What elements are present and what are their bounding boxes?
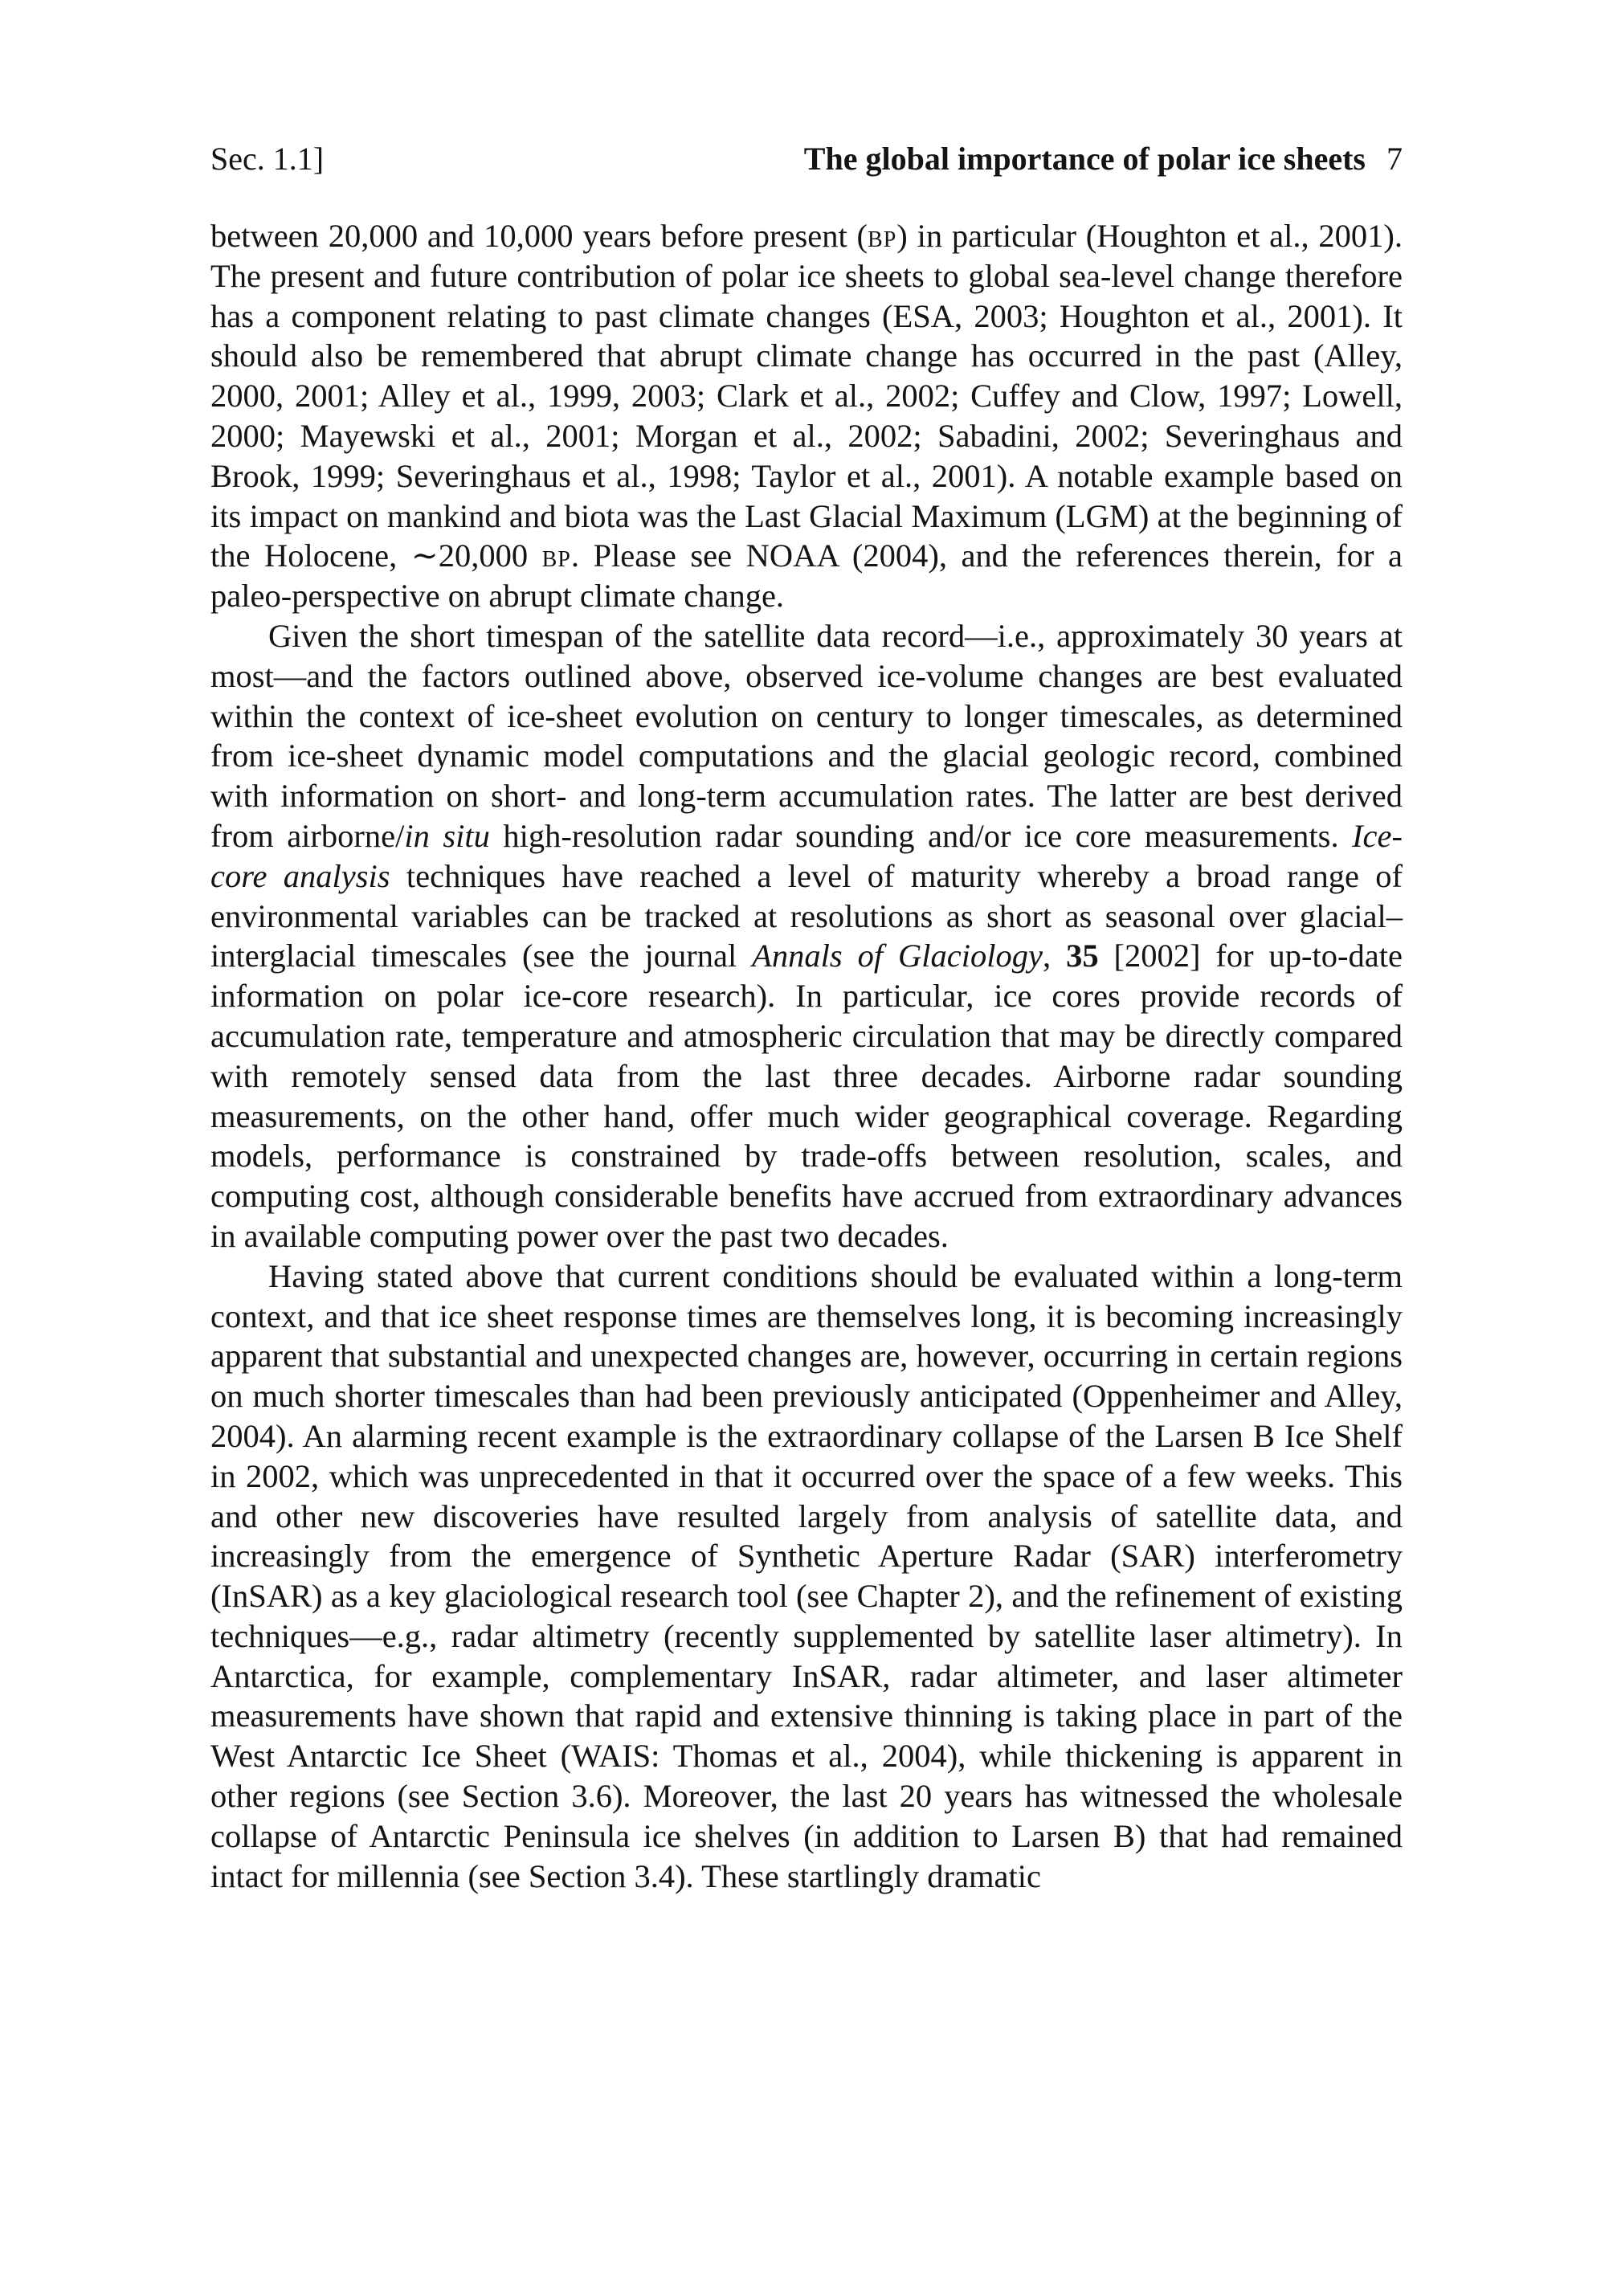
- p2-journal-volume: 35: [1066, 938, 1099, 974]
- page-number: 7: [1386, 141, 1403, 177]
- p2-text-b: high-resolution radar sounding and/or ice core measurements.: [489, 817, 1353, 854]
- body-text: [210, 216, 1403, 1896]
- p1-bp-abbrev-2: bp: [541, 537, 571, 574]
- p2-ice-core-analysis: Ice-core analysis: [210, 817, 1403, 894]
- p2-in-situ: in situ: [404, 817, 490, 854]
- p2-text-c: techniques have reached a level of maturity whereby a broad range of environmental variables can be tracked at resolutions as short as seasonal over glacial–interglacial timescales (see the journal: [210, 857, 1403, 974]
- p2-text-e: [2002] for up-to-date information on polar ice-core research). In particular, ice cores provide records of accumulation rate, temperature and atmospheric circulation that may be directly compared with remotely sensed data from the last three decades. Airborne radar sounding measurements, on the other hand, offer much wider geographical coverage. Regarding models, performance is constrained by trade-offs between resolution, scales, and computing cost, although considerable benefits have accrued from extraordinary advances in available computing power over the past two decades.: [210, 938, 1403, 1254]
- running-header: [210, 137, 1403, 182]
- paragraph-2: [210, 616, 1403, 1256]
- p2-text-d: ,: [1043, 938, 1067, 974]
- p1-text-b: ) in particular (Houghton et al., 2001). The present and future contribution of polar ice sheets to global sea-level change therefore has a component relating to past climate changes (ESA, 2003; Houghton et al., 2001). It should also be remembered that abrupt climate change has occurred in the past (Alley, 2000, 2001; Alley et al., 1999, 2003; Clark et al., 2002; Cuffey and Clow, 1997; Lowell, 2000; Mayewski et al., 2001; Morgan et al., 2002; Sabadini, 2002; Severinghaus and Brook, 1999; Severinghaus et al., 1998; Taylor et al., 2001). A notable example based on its impact on mankind and biota was the Last Glacial Maximum (LGM) at the beginning of the Holocene, ∼20,000: [210, 218, 1403, 574]
- paragraph-1: [210, 216, 1403, 616]
- p2-journal-name: Annals of Glaciology: [752, 938, 1043, 974]
- paragraph-3: [210, 1256, 1403, 1897]
- p3-text-a: Having stated above that current conditions should be evaluated within a long-term context, and that ice sheet response times are themselves long, it is becoming increasingly apparent that substantial and unexpected changes are, however, occurring in certain regions on much shorter timescales than had been previously anticipated (Oppenheimer and Alley, 2004). An alarming recent example is the extraordinary collapse of the Larsen B Ice Shelf in 2002, which was unprecedented in that it occurred over the space of a few weeks. This and other new discoveries have resulted largely from analysis of satellite data, and increasingly from the emergence of Synthetic Aperture Radar (SAR) interferometry (InSAR) as a key glaciological research tool (see Chapter 2), and the refinement of existing techniques—e.g., radar altimetry (recently supplemented by satellite laser altimetry). In Antarctica, for example, complementary InSAR, radar altimeter, and laser altimeter measurements have shown that rapid and extensive thinning is taking place in part of the West Antarctic Ice Sheet (WAIS: Thomas et al., 2004), while thickening is apparent in other regions (see Section 3.6). Moreover, the last 20 years has witnessed the wholesale collapse of Antarctic Peninsula ice shelves (in addition to Larsen B) that had remained intact for millennia (see Section 3.4). These startlingly dramatic: [210, 1257, 1403, 1894]
- header-right: [804, 137, 1403, 182]
- running-title: The global importance of polar ice sheets: [803, 141, 1366, 177]
- p1-text-a: between 20,000 and 10,000 years before present (: [210, 218, 868, 254]
- section-reference: Sec. 1.1]: [210, 141, 325, 177]
- p1-bp-abbrev-1: bp: [868, 218, 897, 254]
- p2-text-a: Given the short timespan of the satellite data record—i.e., approximately 30 years at most—and the factors outlined above, observed ice-volume changes are best evaluated within the context of ice-sheet evolution on century to longer timescales, as determined from ice-sheet dynamic model computations and the glacial geologic record, combined with information on short- and long-term accumulation rates. The latter are best derived from airborne/: [210, 617, 1403, 854]
- p1-text-c: . Please see NOAA (2004), and the references therein, for a paleo-perspective on abrupt climate change.: [210, 537, 1403, 615]
